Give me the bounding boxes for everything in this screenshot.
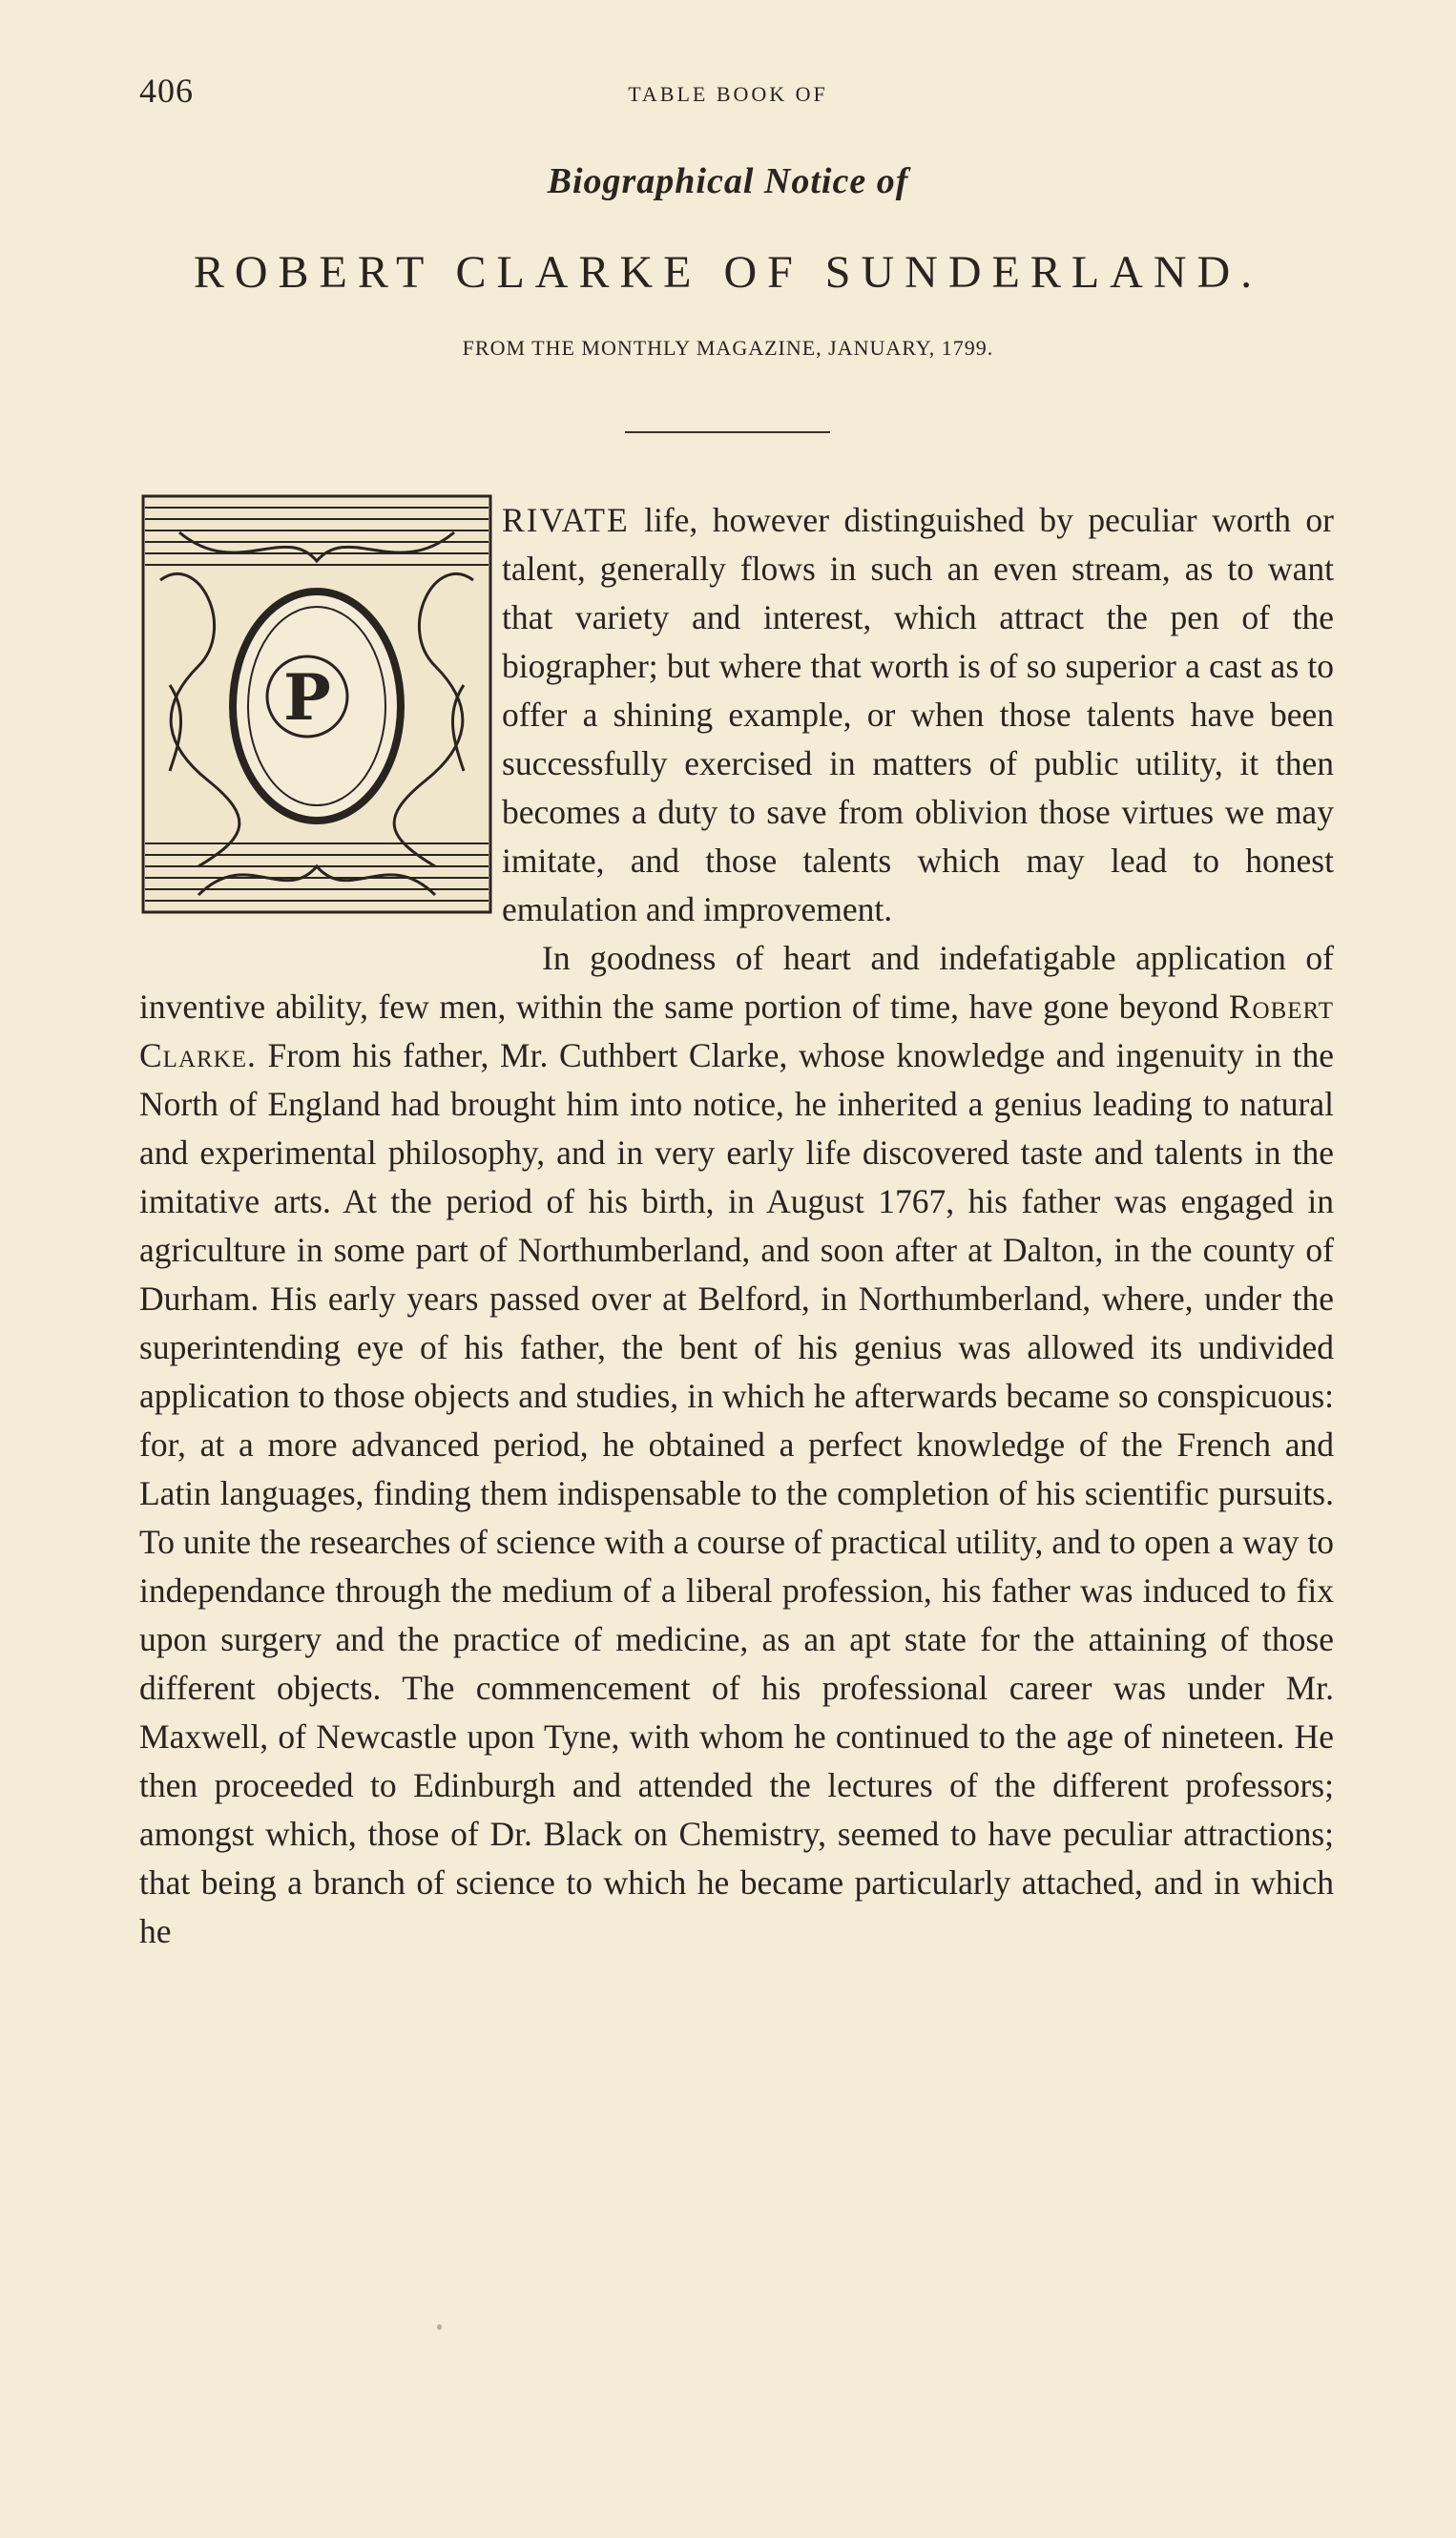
paragraph-2: [139, 934, 1334, 1956]
paragraph-2-start: In goodness of heart and indefatigable application of inventive ability, few men, within the same portion of time, have gone beyond: [139, 939, 1334, 1026]
drop-cap-letter: P: [283, 660, 331, 735]
blackletter-subtitle: Biographical Notice of: [547, 161, 909, 201]
article-body: [139, 496, 1334, 1956]
source-citation: FROM THE MONTHLY MAGAZINE, JANUARY, 1799.: [462, 336, 994, 360]
article-title: ROBERT CLARKE OF SUNDERLAND.: [193, 247, 1263, 298]
page-number: 406: [139, 72, 194, 110]
subject-name: Robert Clarke.: [139, 988, 1334, 1074]
title-divider: [625, 431, 830, 433]
paragraph-2-text: From his father, Mr. Cuthbert Clarke, whose knowledge and ingenuity in the North of England had brought him into notice, he inherited a genius leading to natural and experimental philosophy, and in very early life discovered taste and talents in the imitative arts. At the period of his birth, in August 1767, his father was engaged in agriculture in some part of Northumberland, and soon after at Dalton, in the county of Durham. His early years passed over at Belford, in Northumberland, where, under the superintending eye of his father, the bent of his genius was allowed its undivided application to those objects and studies, in which he afterwards became so conspicuous: for, at a more advanced period, he obtained a perfect knowledge of the French and Latin languages, finding them indispensable to the completion of his scientific pursuits. To unite the researches of science with a course of practical utility, and to open a way to independance through the medium of a liberal profession, his father was induced to fix upon surgery and the practice of medicine, as an apt state for the attaining of those different objects. The commencement of his professional career was under Mr. Maxwell, of Newcastle upon Tyne, with whom he continued to the age of nineteen. He then proceeded to Edinburgh and attended the lectures of the different professors; amongst which, those of Dr. Black on Chemistry, seemed to have peculiar attractions; that being a branch of science to which he became particularly attached, and in which he: [139, 1036, 1334, 1950]
opening-word: RIVATE: [502, 501, 630, 539]
paragraph-1-text: life, however distinguished by peculiar worth or talent, generally flows in such an even stream, as to want that variety and interest, which attract the pen of the biographer; but where that worth is of so superior a cast as to offer a shining example, or when those talents have been successfully exercised in matters of public utility, it then becomes a duty to save from oblivion those virtues we may imitate, and those talents which may lead to honest emulation and improvement.: [502, 501, 1334, 928]
paper-speck: [437, 2324, 442, 2330]
running-head: TABLE BOOK OF: [628, 82, 828, 106]
